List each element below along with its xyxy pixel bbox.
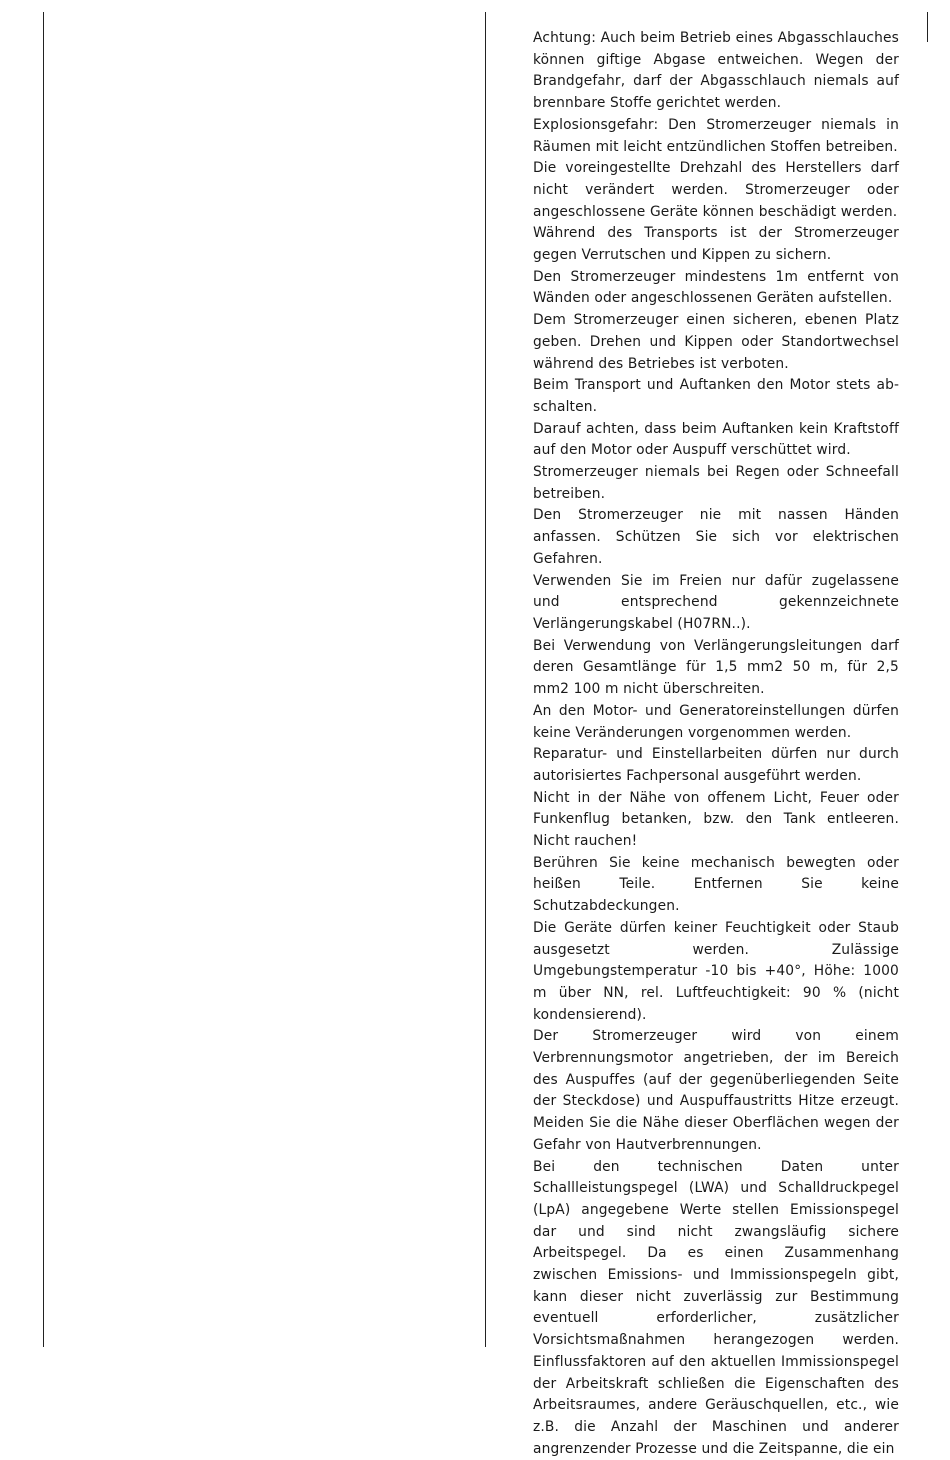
paragraph-fuel-spill: Darauf achten, dass beim Auftanken kein Kraftstoff auf den Motor oder Auspuff verschüttet wird. xyxy=(533,420,899,459)
paragraph-burn-hazard: Der Stromerzeuger wird von einem Verbrennungsmotor angetrieben, der im Bereich des Auspuffes (auf der gegenüberliegenden Seite der Steckdose) und Auspuffaustritts Hitze erzeugt. Meiden Sie die Nähe dieser Oberflächen wegen der Gefahr von Hautverbrennungen. xyxy=(533,1028,899,1153)
paragraph-wall-distance: Den Stromerzeuger mindestens 1m entfernt von Wänden oder angeschlossenen Geräten aufstellen. xyxy=(533,268,899,307)
paragraph-explosion-hazard: Explosionsgefahr: Den Stromerzeuger niemals in Räumen mit leicht entzündlichen Stoffen betreiben. xyxy=(533,116,899,155)
paragraph-authorized-repair: Reparatur- und Einstellarbeiten dürfen nur durch autorisiertes Fachpersonal ausgeführt werden. xyxy=(533,746,899,784)
paragraph-cable-length: Bei Verwendung von Verlängerungsleitungen darf deren Gesamtlänge für 1,5 mm2 50 m, für 2,5 mm2 100 m nicht überschreiten. xyxy=(533,637,899,698)
paragraph-rain-snow: Stromerzeuger niemals bei Regen oder Schneefall betreiben. xyxy=(533,464,899,502)
paragraph-engine-speed: Die voreingestellte Drehzahl des Herstellers darf nicht verändert werden. Stromerzeuger oder angeschlossene Geräte können beschädigt werden. xyxy=(533,160,899,220)
paragraph-noise-levels: Bei den technischen Daten unter Schallleistungspegel (LWA) und Schalldruckpegel (LpA) angegebene Werte stellen Emissionspegel dar und sind nicht zwangsläufig sichere Arbeitspegel. Da es einen Zusammenhang zwischen Emissions- und Immissionspegeln gibt, kann dieser nicht zuverlässig zur Bestimmung eventuell erforderlicher, zusätzlicher Vorsichtsmaßnahmen herangezogen werden. Einflussfaktoren auf den aktuellen Immissionspegel der Arbeitskraft schließen die Eigenschaften des Arbeitsraumes, andere Geräuschquellen, etc., wie z.B. die Anzahl der Maschinen und anderer angrenzender Prozesse und die Zeitspanne, die ein xyxy=(533,1158,899,1457)
center-column-rule xyxy=(485,12,486,1347)
right-edge-rule xyxy=(927,12,928,42)
paragraph-transport-securing: Während des Transports ist der Stromerzeuger gegen Verrutschen und Kippen zu sichern. xyxy=(533,225,899,264)
paragraph-engine-off-refuel: Beim Transport und Auftanken den Motor stets abschalten. xyxy=(533,377,899,415)
paragraph-wet-hands: Den Stromerzeuger nie mit nassen Händen anfassen. Schützen Sie sich vor elektrischen Gefahren. xyxy=(533,507,899,567)
left-column-rule xyxy=(43,12,44,1347)
safety-notes-column xyxy=(533,28,899,1460)
paragraph-environment-limits: Die Geräte dürfen keiner Feuchtigkeit oder Staub ausgesetzt werden. Zulässige Umgebungstemperatur -10 bis +40°, Höhe: 1000 m über NN, rel. Luftfeuchtigkeit: 90 % (nicht kondensierend). xyxy=(533,919,899,1023)
paragraph-stable-placement: Dem Stromerzeuger einen sicheren, ebenen Platz geben. Drehen und Kippen oder Standortwechsel während des Betriebes ist verboten. xyxy=(533,312,899,372)
paragraph-open-flame: Nicht in der Nähe von offenem Licht, Feuer oder Funkenflug betanken, bzw. den Tank entleeren. Nicht rauchen! xyxy=(533,789,899,850)
paragraph-moving-parts: Berühren Sie keine mechanisch bewegten oder heißen Teile. Entfernen Sie keine Schutzabdeckungen. xyxy=(533,854,899,915)
paragraph-exhaust-hose: Achtung: Auch beim Betrieb eines Abgasschlauches können giftige Abgase entweichen. Wegen der Brandgefahr, darf der Abgasschlauch niemals auf brennbare Stoffe gerichtet werden. xyxy=(533,30,899,112)
paragraph-outdoor-cables: Verwenden Sie im Freien nur dafür zugelassene und entsprechend gekennzeichnete Verlängerungskabel (H07RN..). xyxy=(533,572,899,632)
paragraph-no-modifications: An den Motor- und Generatoreinstellungen dürfen keine Veränderungen vorgenommen werden. xyxy=(533,702,899,741)
